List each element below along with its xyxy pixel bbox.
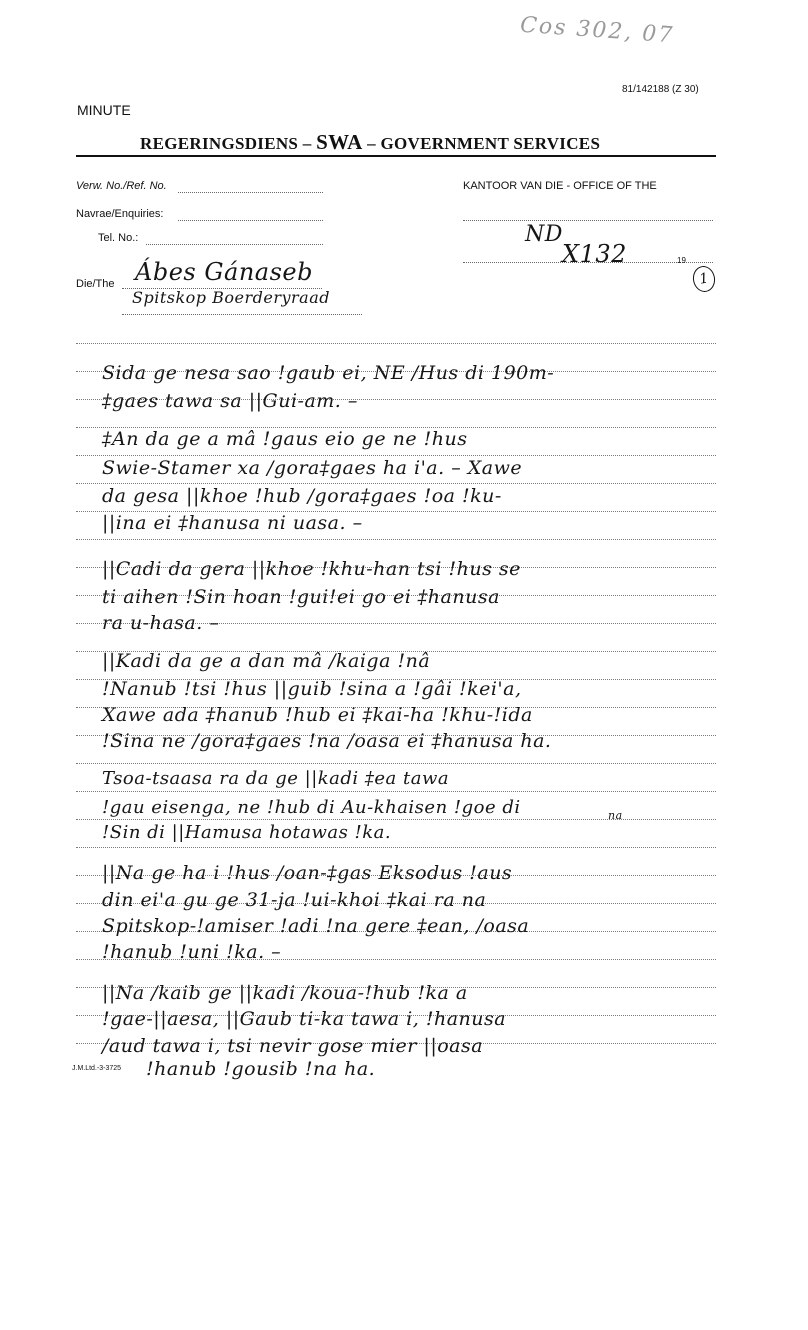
tel-label: Tel. No.: (98, 232, 139, 244)
handwritten-line: ||ina ei ‡hanusa ni uasa. – (102, 512, 363, 534)
handwritten-line: Sida ge nesa sao !gaub ei, NE /Hus di 190m- (102, 362, 555, 384)
ruled-line (76, 847, 716, 848)
to-label: Die/The (76, 278, 115, 290)
ruled-line (76, 483, 716, 484)
to-dotted-line-2 (122, 314, 362, 315)
banner-center: SWA (316, 130, 363, 154)
year-prefix: 19 (677, 256, 686, 265)
ref-dotted-line (178, 192, 323, 193)
banner-rule (76, 155, 716, 157)
service-banner (140, 130, 600, 155)
handwritten-line: !hanub !gousib !na ha. (146, 1058, 376, 1080)
banner-right: GOVERNMENT SERVICES (380, 134, 601, 153)
handwritten-line: din ei'a gu ge 31-ja !ui-khoi ‡kai ra na (102, 889, 487, 911)
handwritten-line: Tsoa-tsaasa ra da ge ||kadi ‡ea tawa (102, 768, 450, 789)
ruled-line (76, 791, 716, 792)
page-number-circle: 1 (691, 264, 717, 293)
handwritten-line: ra u-hasa. – (102, 612, 220, 634)
handwritten-line: !gau eisenga, ne !hub di Au-khaisen !goe di (102, 797, 521, 818)
tel-dotted-line (146, 244, 323, 245)
banner-dash-2: – (367, 134, 376, 153)
insert-mark: na (608, 809, 623, 822)
banner-dash-1: – (302, 134, 312, 153)
handwritten-line: !Nanub !tsi !hus ||guib !sina a !gâi !kei'a, (102, 678, 522, 700)
enquiries-dotted-line (178, 220, 323, 221)
ref-label: Verw. No./Ref. No. (76, 180, 167, 192)
handwritten-line: !Sin di ||Hamusa hotawas !ka. (102, 822, 392, 843)
handwritten-line: Spitskop-!amiser !adi !na gere ‡ean, /oasa (102, 915, 530, 937)
to-line-1: Ábes Gánaseb (135, 258, 313, 286)
handwritten-line: ‡An da ge a mâ !gaus eio ge ne !hus (102, 428, 468, 450)
office-dotted-line-1 (463, 220, 713, 221)
archive-scribble: Cos 302, 07 (519, 12, 676, 49)
to-line-2: Spitskop Boerderyraad (132, 288, 330, 307)
footer-print-code: J.M.Ltd.-3-3725 (72, 1065, 122, 1072)
handwritten-line: ||Na ge ha i !hus /oan-‡gas Eksodus !aus (102, 862, 513, 884)
date-value: X132 (562, 240, 627, 268)
handwritten-line: ti aihen !Sin hoan !gui!ei go ei ‡hanusa (102, 586, 500, 608)
office-dotted-line-2 (463, 262, 713, 263)
ruled-line (76, 455, 716, 456)
handwritten-line: ||Na /kaib ge ||kadi /koua-!hub !ka a (102, 982, 468, 1004)
ruled-line (76, 763, 716, 764)
handwritten-line: !gae-||aesa, ||Gaub ti-ka tawa i, !hanusa (102, 1008, 507, 1030)
minute-heading: MINUTE (77, 102, 131, 118)
handwritten-line: ||Cadi da gera ||khoe !khu-han tsi !hus se (102, 558, 521, 580)
handwritten-line: da gesa ||khoe !hub /gora‡gaes !oa !ku- (102, 485, 502, 507)
handwritten-line: /aud tawa i, tsi nevir gose mier ||oasa (102, 1035, 484, 1057)
office-label: KANTOOR VAN DIE - OFFICE OF THE (463, 180, 657, 192)
handwritten-line: ||Kadi da ge a dan mâ /kaiga !nâ (102, 650, 431, 672)
office-value: ND (525, 222, 563, 247)
banner-left: REGERINGSDIENS (140, 134, 299, 153)
handwritten-line: Swie-Stamer xa /gora‡gaes ha i'a. – Xawe (102, 457, 523, 479)
ruled-line (76, 343, 716, 344)
handwritten-line: Xawe ada ‡hanub !hub ei ‡kai-ha !khu-!ida (102, 704, 533, 726)
handwritten-line: !hanub !uni !ka. – (102, 941, 282, 963)
form-code: 81/142188 (Z 30) (622, 84, 699, 95)
handwritten-line: ‡gaes tawa sa ||Gui-am. – (102, 390, 358, 412)
ruled-line (76, 539, 716, 540)
handwritten-line: !Sina ne /gora‡gaes !na /oasa ei ‡hanusa ha. (102, 730, 552, 752)
enquiries-label: Navrae/Enquiries: (76, 208, 164, 220)
